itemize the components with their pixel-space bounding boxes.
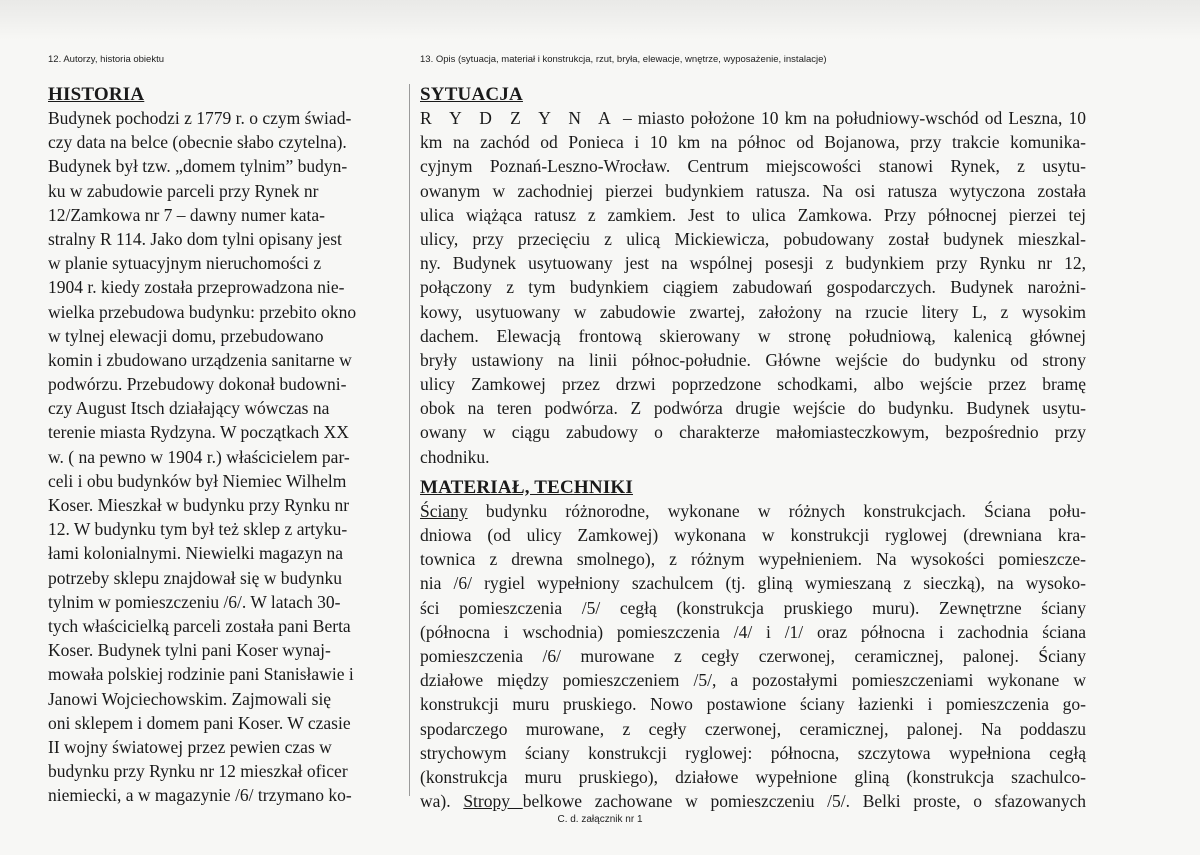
header-left: 12. Autorzy, historia obiektu xyxy=(48,54,164,65)
historia-heading: HISTORIA xyxy=(48,84,145,105)
text-line: czy August Itsch działający wówczas na xyxy=(48,398,330,419)
text-line: Janowi Wojciechowskim. Zajmowali się xyxy=(48,688,332,709)
text-line: dniowa (od ulicy Zamkowej) wykonana w konstrukcji ryglowej (drewniana kra- xyxy=(420,525,1086,545)
text-line: II wojny światowej przez pewien czas w xyxy=(48,736,332,757)
material-first-line xyxy=(420,499,1086,523)
text-line: łami kolonialnymi. Niewielki magazyn na xyxy=(48,543,343,564)
text-line: 12/Zamkowa nr 7 – dawny numer kata- xyxy=(48,204,326,225)
text-line: w tylnej elewacji domu, przebudowano xyxy=(48,325,324,346)
text-line: podwórzu. Przebudowy dokonał budowni- xyxy=(48,374,347,395)
sytuacja-first-line xyxy=(420,106,1086,130)
text-line: bryły ustawiony na linii północ-południe. Główne wejście do budynku od strony xyxy=(420,349,1086,370)
text-line: obok na teren podwórza. Z podwórza drugie wejście do budynku. Budynek usytu- xyxy=(420,398,1086,419)
text-line: Koser. Budynek tylni pani Koser wynaj- xyxy=(48,640,331,661)
text-line: budynku przy Rynku nr 12 mieszkał oficer xyxy=(48,761,348,782)
text-line: tych właścicielką parceli została pani Berta xyxy=(48,615,351,636)
header-right: 13. Opis (sytuacja, materiał i konstrukcja, rzut, bryła, elewacje, wnętrze, wyposażenie, instalacje) xyxy=(420,54,827,65)
text-line: (północna i wschodnia) pomieszczenia /4/ i /1/ oraz północna i zachodnia ściana xyxy=(420,621,1086,642)
sytuacja-text xyxy=(420,106,1086,469)
text-line: dachem. Elewacją frontową skierowany w stronę południową, kalenicą głównej xyxy=(420,325,1086,346)
text-line: mowała polskiej rodzinie pani Stanisławie i xyxy=(48,664,354,685)
sytuacja-heading: SYTUACJA xyxy=(420,84,523,105)
sytuacja-lines xyxy=(420,130,1086,469)
text-line: cyjnym Poznań-Leszno-Wrocław. Centrum miejscowości stanowi Rynek, z usytu- xyxy=(420,156,1086,177)
text-line: w planie sytuacyjnym nieruchomości z xyxy=(48,253,322,274)
text-line: Koser. Mieszkał w budynku przy Rynku nr xyxy=(48,495,350,515)
text-line: Budynek był tzw. „domem tylnim” budyn- xyxy=(48,156,348,177)
text-line: nia /6/ rygiel wypełniony szachulcem (tj. gliną wymieszaną z sieczką), na wysoko- xyxy=(420,573,1086,594)
text-line: townica z drewna smolnego), z różnym wypełnieniem. Na wysokości pomieszcze- xyxy=(420,549,1086,570)
footer-note: C. d. załącznik nr 1 xyxy=(557,814,643,825)
text-line: komin i zbudowano urządzenia sanitarne w xyxy=(48,349,352,370)
text-line: ny. Budynek usytuowany jest na wspólnej posesji z budynkiem przy Rynku nr 12, xyxy=(420,253,1086,274)
historia-text xyxy=(48,106,398,807)
scan-edge xyxy=(0,0,1200,40)
text-line: spodarczego murowane, z cegły czerwonej, ceramicznej, palonej. Na poddaszu xyxy=(420,718,1086,739)
text-line: owany w ciągu zabudowy o charakterze małomiasteczkowym, bezpośrednio przy xyxy=(420,422,1086,443)
text-line: konstrukcji muru pruskiego. Nowo postawione ściany łazienki i pomieszczenia go- xyxy=(420,694,1086,715)
material-last-after: belkowe zachowane w pomieszczeniu /5/. Belki proste, o sfazowanych xyxy=(522,791,1086,812)
text-line: czy data na belce (obecnie słabo czytelna). xyxy=(48,132,347,153)
text-line: stralny R 114. Jako dom tylni opisany jest xyxy=(48,228,342,249)
text-line: (konstrukcja muru pruskiego), działowe wypełnione gliną (konstrukcja szachulco- xyxy=(420,766,1086,787)
column-divider xyxy=(409,84,410,796)
material-first-rest: budynku różnorodne, wykonane w różnych konstrukcjach. Ściana połu- xyxy=(467,500,1086,521)
text-line: terenie miasta Rydzyna. W początkach XX xyxy=(48,422,349,443)
text-line: w. ( na pewno w 1904 r.) właścicielem par- xyxy=(48,446,350,467)
town-name: R Y D Z Y N A xyxy=(420,108,617,128)
text-line: ku w zabudowie parceli przy Rynek nr xyxy=(48,180,319,201)
text-line: 12. W budynku tym był też sklep z artyku- xyxy=(48,519,348,540)
text-line: ulica wiążąca ratusz z zamkiem. Jest to ulica Zamkowa. Przy północnej pierzei tej xyxy=(420,204,1086,225)
text-line: kowy, usytuowany w zabudowie zwartej, założony na rzucie litery L, z wysokim xyxy=(420,301,1086,322)
text-line: km na zachód od Ponieca i 10 km na północ od Bojanowa, przy trakcie komunika- xyxy=(420,132,1086,153)
text-line: Budynek pochodzi z 1779 r. o czym świad- xyxy=(48,108,352,128)
walls-term: Ściany xyxy=(420,500,468,521)
text-line: oni sklepem i domem pani Koser. W czasie xyxy=(48,712,351,733)
material-last-line xyxy=(420,789,1086,813)
text-line: owanym w zachodniej pierzei budynkiem ratusza. Na osi ratusza wytyczona została xyxy=(420,180,1086,201)
text-line: 1904 r. kiedy została przeprowadzona nie- xyxy=(48,277,345,298)
text-line: wielka przebudowa budynku: przebito okno xyxy=(48,301,357,322)
text-line: działowe między pomieszczeniem /5/, a pozostałymi pomieszczeniami wykonane w xyxy=(420,670,1086,691)
material-heading: MATERIAŁ, TECHNIKI xyxy=(420,476,633,498)
material-text xyxy=(420,499,1086,813)
text-line: chodniku. xyxy=(420,446,490,467)
material-lines xyxy=(420,523,1086,789)
text-line: ści pomieszczenia /5/ cegłą (konstrukcja pruskiego muru). Zewnętrzne ściany xyxy=(420,597,1086,618)
material-last-before: wa). xyxy=(420,791,464,812)
ceilings-term: Stropy xyxy=(463,791,523,812)
text-line: tylnim w pomieszczeniu /6/. W latach 30- xyxy=(48,591,341,612)
opis-column xyxy=(420,84,1086,813)
text-line: niemiecki, a w magazynie /6/ trzymano ko- xyxy=(48,785,352,806)
sytuacja-first-rest: – miasto położone 10 km na południowy-wschód od Leszna, 10 xyxy=(616,108,1086,128)
text-line: pomieszczenia /6/ murowane z cegły czerwonej, ceramicznej, palonej. Ściany xyxy=(420,645,1086,666)
historia-column xyxy=(48,84,398,807)
text-line: połączony z tym budynkiem ciągiem zabudowań gospodarczych. Budynek narożni- xyxy=(420,277,1086,298)
text-line: potrzeby sklepu znajdował się w budynku xyxy=(48,567,343,588)
text-line: ulicy, przy przecięciu z ulicą Mickiewicza, pobudowany został budynek mieszkal- xyxy=(420,228,1086,249)
text-line: strychowym ściany konstrukcji ryglowej: północna, szczytowa wypełniona cegłą xyxy=(420,742,1086,763)
text-line: celi i obu budynków był Niemiec Wilhelm xyxy=(48,470,347,491)
text-line: ulicy Zamkowej przez drzwi poprzedzone schodkami, albo wejście przez bramę xyxy=(420,374,1086,395)
